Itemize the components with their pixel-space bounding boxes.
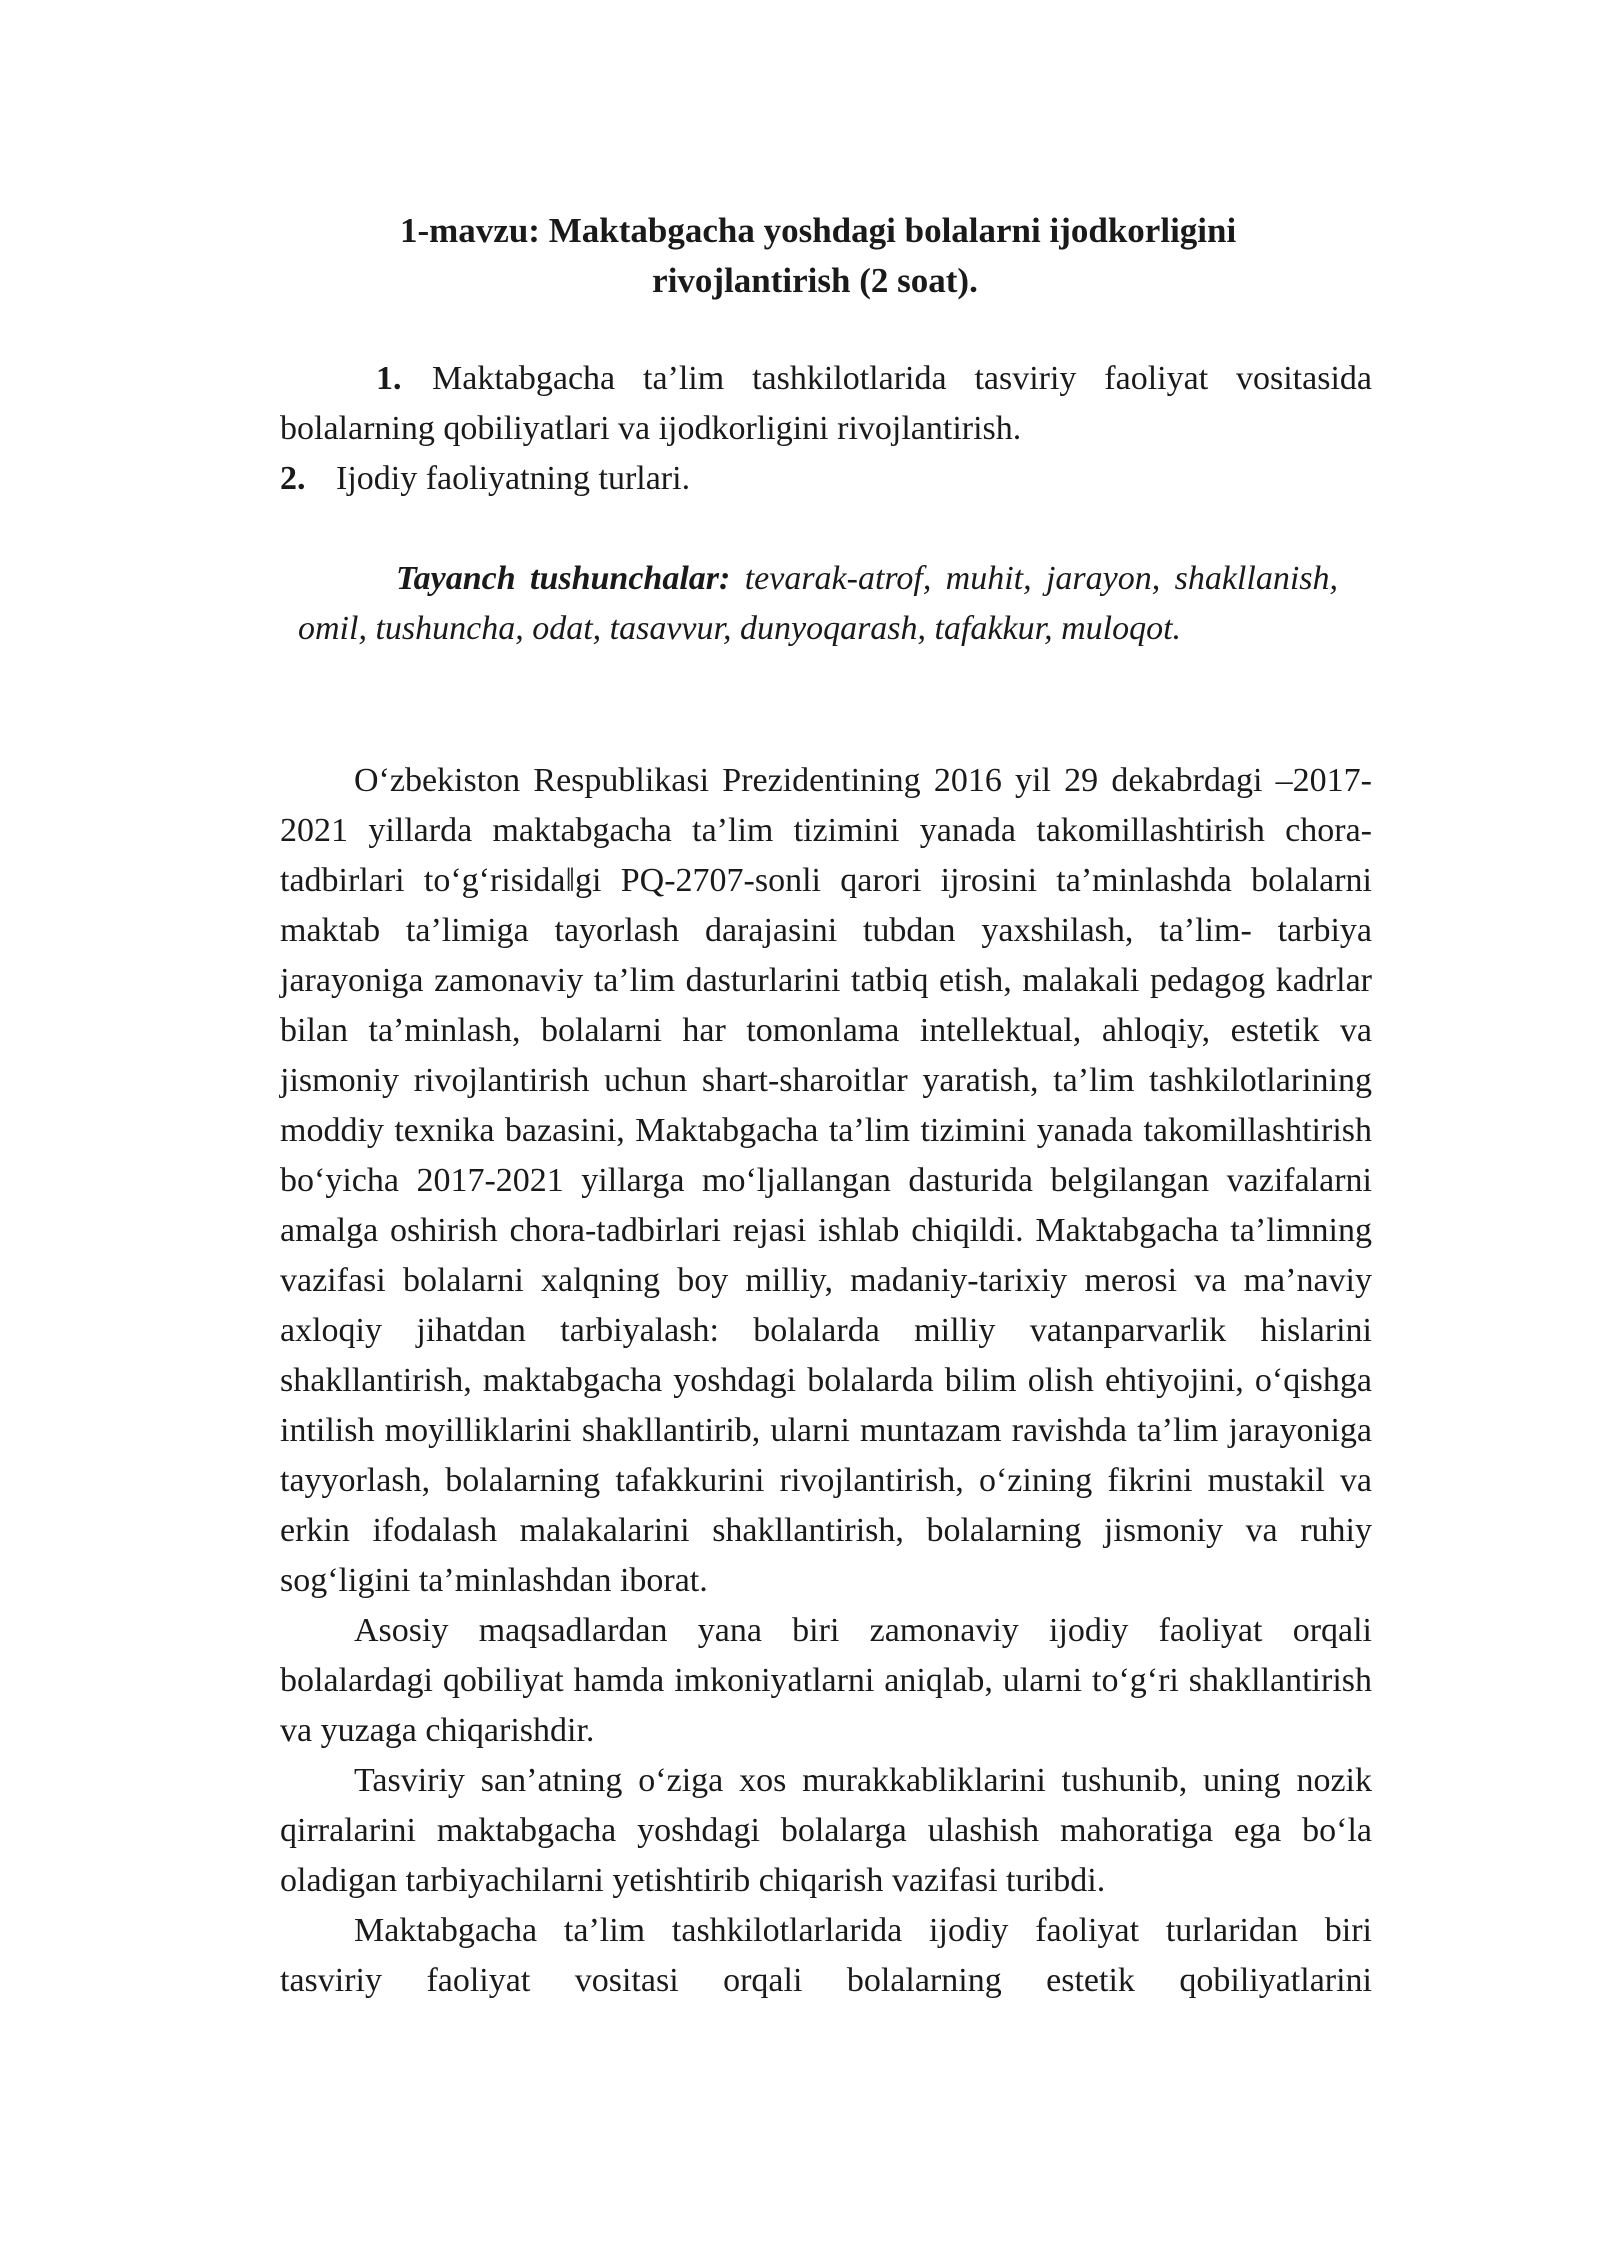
- list-item-number: 1.: [376, 360, 402, 397]
- paragraph: Asosiy maqsadlardan yana biri zamonaviy ijodiy faoliyat orqali bolalardagi qobiliyat hamda imkoniyatlarni aniqlab, ularni to‘g‘ri shakllantirish va yuzaga chiqarishdir.: [280, 1612, 1372, 1749]
- paragraph: O‘zbekiston Respublikasi Prezidentining 2016 yil 29 dekabrdagi –2017-2021 yillarda maktabgacha ta’lim tizimini yanada takomillashtirish chora-tadbirlari to‘g‘risida‖gi PQ-2707-sonli qarori ijrosini ta’minlashda bolalarni maktab ta’limiga tayorlash darajasini tubdan yaxshilash, ta’lim- tarbiya jarayoniga zamonaviy ta’lim dasturlarini tatbiq etish, malakali pedagog kadrlar bilan ta’minlash, bolalarni har tomonlama intellektual, ahloqiy, estetik va jismoniy rivojlantirish uchun shart-sharoitlar yaratish, ta’lim tashkilotlarining moddiy texnika bazasini, Maktabgacha ta’lim tizimini yanada takomillashtirish bo‘yicha 2017-2021 yillarga mo‘ljallangan dasturida belgilangan vazifalarni amalga oshirish chora-tadbirlari rejasi ishlab chiqildi. Maktabgacha ta’limning vazifasi bolalarni xalqning boy milliy, madaniy-tarixiy merosi va ma’naviy axloqiy jihatdan tarbiyalash: bolalarda milliy vatanparvarlik hislarini shakllantirish, maktabgacha yoshdagi bolalarda bilim olish ehtiyojini, o‘qishga intilish moyilliklarini shakllantirib, ularni muntazam ravishda ta’lim jarayoniga tayyorlash, bolalarning tafakkurini rivojlantirish, o‘zining fikrini mustakil va erkin ifodalash malakalarini shakllantirish, bolalarning jismoniy va ruhiy sog‘ligini ta’minlashdan iborat.: [280, 762, 1372, 1599]
- list-item: [280, 454, 1372, 504]
- main-text: [280, 756, 1372, 2006]
- topic-title: [400, 206, 1360, 306]
- key-concepts-text: tevarak-atrof, muhit, jarayon, shakllanish, omil, tushuncha, odat, tasavvur, dunyoqarash, tafakkur, muloqot.: [298, 560, 1338, 647]
- key-concepts-label: Tayanch tushunchalar:: [396, 560, 731, 597]
- list-item: [280, 354, 1372, 454]
- key-concepts: [298, 554, 1338, 654]
- paragraph: Tasviriy san’atning o‘ziga xos murakkabliklarini tushunib, uning nozik qirralarini maktabgacha yoshdagi bolalarga ulashish mahoratiga ega bo‘la oladigan tarbiyachilarni yetishtirib chiqarish vazifasi turibdi.: [280, 1762, 1372, 1899]
- paragraph: Maktabgacha ta’lim tashkilotlarlarida ijodiy faoliyat turlaridan biri tasviriy faoliyat vositasi orqali bolalarning estetik qobiliyatlarini: [280, 1912, 1372, 1999]
- topic-title-line-1: 1-mavzu: Maktabgacha yoshdagi bolalarni ijodkorligini: [400, 211, 1237, 250]
- list-item-number: 2.: [280, 460, 306, 497]
- topic-questions-list: [280, 354, 1372, 504]
- topic-title-line-2: rivojlantirish (2 soat).: [652, 261, 978, 300]
- list-item-text: Maktabgacha ta’lim tashkilotlarida tasviriy faoliyat vositasida bolalarning qobiliyatlari va ijodkorligini rivojlantirish.: [280, 360, 1372, 447]
- list-item-text: Ijodiy faoliyatning turlari.: [336, 460, 691, 497]
